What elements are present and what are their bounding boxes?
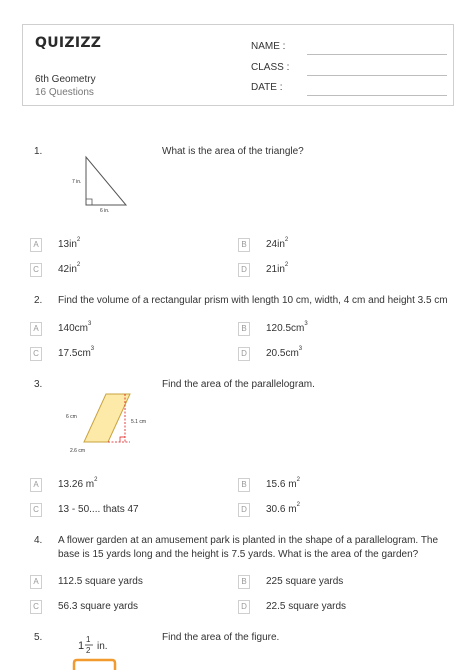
- option-letter-box: D: [238, 503, 250, 517]
- parallelogram-figure: [62, 390, 158, 458]
- question-2-text: Find the volume of a rectangular prism with length 10 cm, width, 4 cm and height 3.5 cm: [58, 295, 448, 306]
- question-5-number: 5.: [34, 632, 43, 643]
- option-text: 13 - 50.... thats 47: [58, 504, 139, 515]
- option-text: 30.6 $m^2$: [266, 502, 300, 515]
- date-label: DATE :: [251, 82, 283, 93]
- question-count: 16 Questions: [35, 87, 94, 98]
- option-letter-box: C: [30, 503, 42, 517]
- question-4-text-line2: base is 15 yards long and the height is 7.5 yards. What is the area of the garden?: [58, 549, 419, 560]
- class-field[interactable]: [251, 62, 441, 76]
- class-label: CLASS :: [251, 62, 290, 73]
- class-line: [307, 75, 447, 76]
- option-text: $24in^2$: [266, 237, 289, 250]
- option-text: 112.5 square yards: [58, 576, 143, 587]
- option-letter-box: A: [30, 238, 42, 252]
- figure-dimension-label: [70, 630, 130, 670]
- triangle-figure: [70, 153, 136, 215]
- question-4-text-line1: A flower garden at an amusement park is planted in the shape of a parallelogram. The: [58, 535, 439, 546]
- option-text: $21in^2$: [266, 262, 289, 275]
- name-field[interactable]: [251, 41, 441, 55]
- date-field[interactable]: [251, 82, 441, 96]
- date-line: [307, 95, 447, 96]
- question-3-text: Find the area of the parallelogram.: [162, 379, 315, 390]
- option-text: 22.5 square yards: [266, 601, 347, 612]
- option-text: $120.5cm^3$: [266, 321, 308, 334]
- option-text: 56.3 square yards: [58, 601, 139, 612]
- option-letter-box: A: [30, 478, 42, 492]
- option-letter-box: C: [30, 600, 42, 614]
- parallelogram-base-label: 2.6 cm: [70, 448, 86, 454]
- triangle-base-label: 6 in.: [100, 208, 110, 214]
- option-letter-box: D: [238, 347, 250, 361]
- option-letter-box: B: [238, 238, 250, 252]
- option-text: $13in^2$: [58, 237, 81, 250]
- option-text: 225 square yards: [266, 576, 344, 587]
- parallelogram-height-label: 5.1 cm: [131, 419, 147, 425]
- name-label: NAME :: [251, 41, 286, 52]
- question-4-number: 4.: [34, 535, 43, 546]
- option-letter-box: D: [238, 600, 250, 614]
- quizizz-logo: QUIZIZZ: [35, 35, 102, 51]
- option-text: $20.5cm^3$: [266, 346, 303, 359]
- question-2-number: 2.: [34, 295, 43, 306]
- option-letter-box: B: [238, 322, 250, 336]
- option-letter-box: A: [30, 322, 42, 336]
- fraction-denominator: 2: [86, 646, 91, 655]
- option-text: $140cm^3$: [58, 321, 92, 334]
- fraction-numerator: 1: [86, 635, 91, 644]
- unit-label: in.: [97, 641, 108, 652]
- option-letter-box: B: [238, 575, 250, 589]
- option-letter-box: D: [238, 263, 250, 277]
- option-letter-box: A: [30, 575, 42, 589]
- question-3-number: 3.: [34, 379, 43, 390]
- mixed-number-whole: 1: [78, 640, 85, 652]
- name-line: [307, 54, 447, 55]
- question-1-text: What is the area of the triangle?: [162, 146, 304, 157]
- worksheet-header: [22, 24, 454, 106]
- parallelogram-side-label: 6 cm: [66, 414, 77, 420]
- option-text: 13.26 $m^2$: [58, 477, 98, 490]
- option-letter-box: B: [238, 478, 250, 492]
- question-5-text: Find the area of the figure.: [162, 632, 280, 643]
- option-text: $42in^2$: [58, 262, 81, 275]
- option-letter-box: C: [30, 347, 42, 361]
- option-text: $17.5cm^3$: [58, 346, 95, 359]
- option-letter-box: C: [30, 263, 42, 277]
- worksheet-title: 6th Geometry: [35, 74, 96, 85]
- option-text: 15.6 $m^2$: [266, 477, 300, 490]
- question-1-number: 1.: [34, 146, 43, 157]
- triangle-height-label: 7 in.: [72, 179, 82, 185]
